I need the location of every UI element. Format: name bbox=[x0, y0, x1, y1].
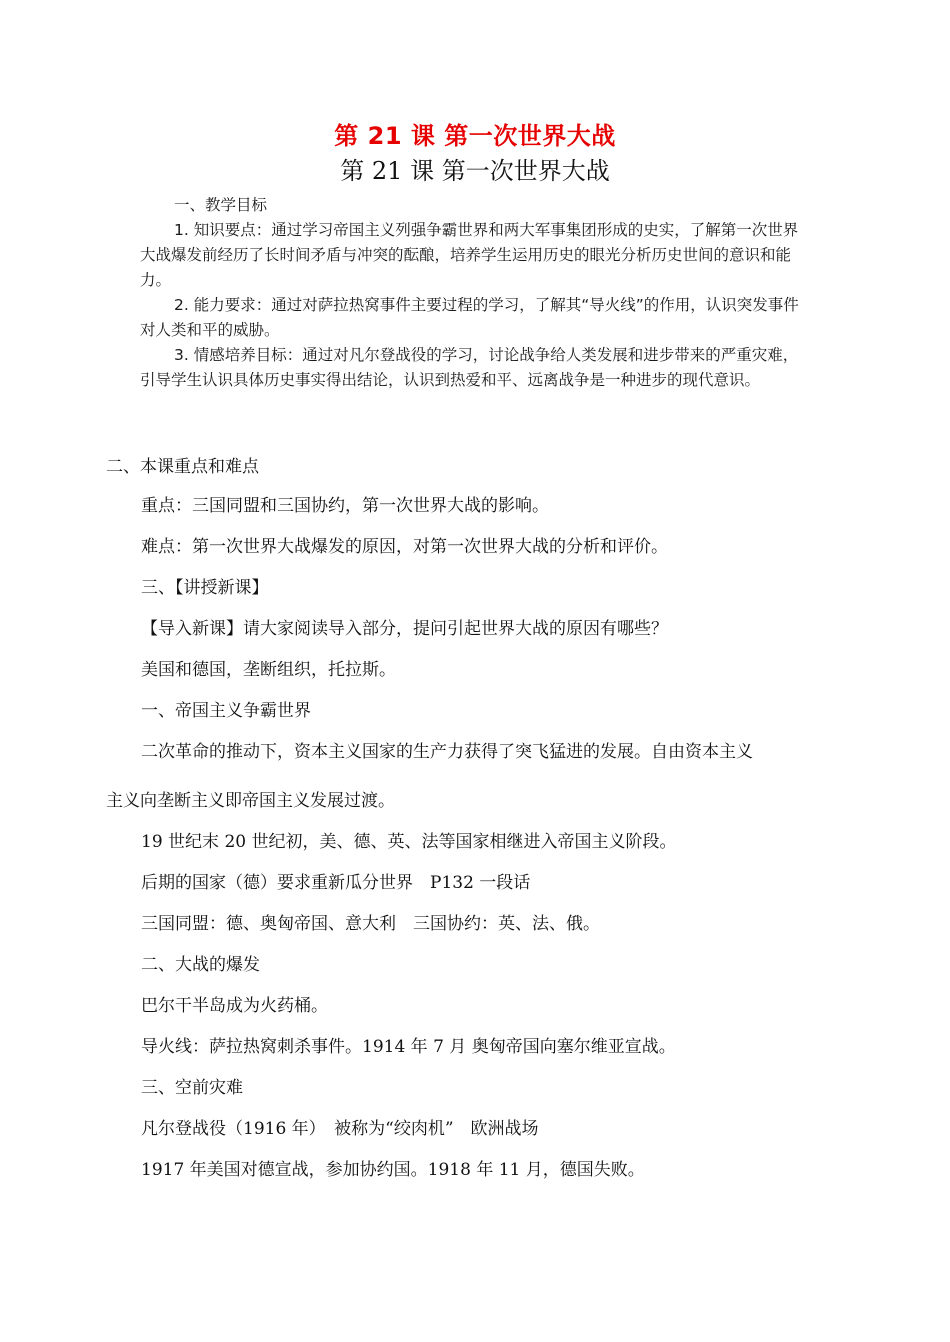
paragraph-line: 二次革命的推动下，资本主义国家的生产力获得了突飞猛进的发展。自由资本主义 bbox=[141, 742, 753, 762]
section-key-points-heading: 二、本课重点和难点 bbox=[106, 457, 259, 477]
subsection-imperialism-heading: 一、帝国主义争霸世界 bbox=[141, 701, 311, 721]
objective-ability: 2. 能力要求：通过对萨拉热窝事件主要过程的学习，了解其“导火线”的作用，认识突发事件对人类和平的威胁。 bbox=[140, 296, 799, 339]
intro-answer-line: 美国和德国，垄断组织，托拉斯。 bbox=[141, 660, 396, 680]
intro-line: 【导入新课】请大家阅读导入部分，提问引起世界大战的原因有哪些？ bbox=[141, 619, 668, 639]
lesson-title-red: 第 21 课 第一次世界大战 bbox=[334, 122, 616, 150]
fuse-line: 导火线：萨拉热窝刺杀事件。1914 年 7 月 奥匈帝国向塞尔维亚宣战。 bbox=[141, 1037, 676, 1057]
paragraph-line: 巴尔干半岛成为火药桶。 bbox=[141, 996, 328, 1016]
paragraph-line: 1917 年美国对德宣战，参加协约国。1918 年 11 月，德国失败。 bbox=[141, 1160, 645, 1180]
objective-knowledge: 1. 知识要点：通过学习帝国主义列强争霸世界和两大军事集团形成的史实，了解第一次世界大战爆发前经历了长时间矛盾与冲突的酝酿，培养学生运用历史的眼光分析历史世间的意识和能力。 bbox=[140, 221, 799, 289]
lesson-title: 第 21 课 第一次世界大战 bbox=[340, 157, 610, 185]
objective-emotion: 3. 情感培养目标：通过对凡尔登战役的学习，讨论战争给人类发展和进步带来的严重灾难，引导学生认识具体历史事实得出结论，认识到热爱和平、远离战争是一种进步的现代意识。 bbox=[140, 346, 799, 389]
paragraph-line: 后期的国家（德）要求重新瓜分世界 P132 一段话 bbox=[141, 873, 531, 893]
section-new-lesson-heading: 三、【讲授新课】 bbox=[141, 578, 269, 598]
paragraph-line: 19 世纪末 20 世纪初，美、德、英、法等国家相继进入帝国主义阶段。 bbox=[141, 832, 677, 852]
key-point-line: 重点：三国同盟和三国协约，第一次世界大战的影响。 bbox=[141, 496, 549, 516]
subsection-disaster-heading: 三、空前灾难 bbox=[141, 1078, 243, 1098]
paragraph-line-continued: 主义向垄断主义即帝国主义发展过渡。 bbox=[106, 791, 395, 811]
verdun-line: 凡尔登战役（1916 年） 被称为“绞肉机” 欧洲战场 bbox=[141, 1119, 539, 1139]
subsection-outbreak-heading: 二、大战的爆发 bbox=[141, 955, 260, 975]
teaching-objectives-block bbox=[140, 193, 800, 393]
objectives-heading: 一、教学目标 bbox=[174, 196, 268, 214]
alliances-line: 三国同盟：德、奥匈帝国、意大利 三国协约：英、法、俄。 bbox=[141, 914, 600, 934]
difficulty-line: 难点：第一次世界大战爆发的原因，对第一次世界大战的分析和评价。 bbox=[141, 537, 668, 557]
